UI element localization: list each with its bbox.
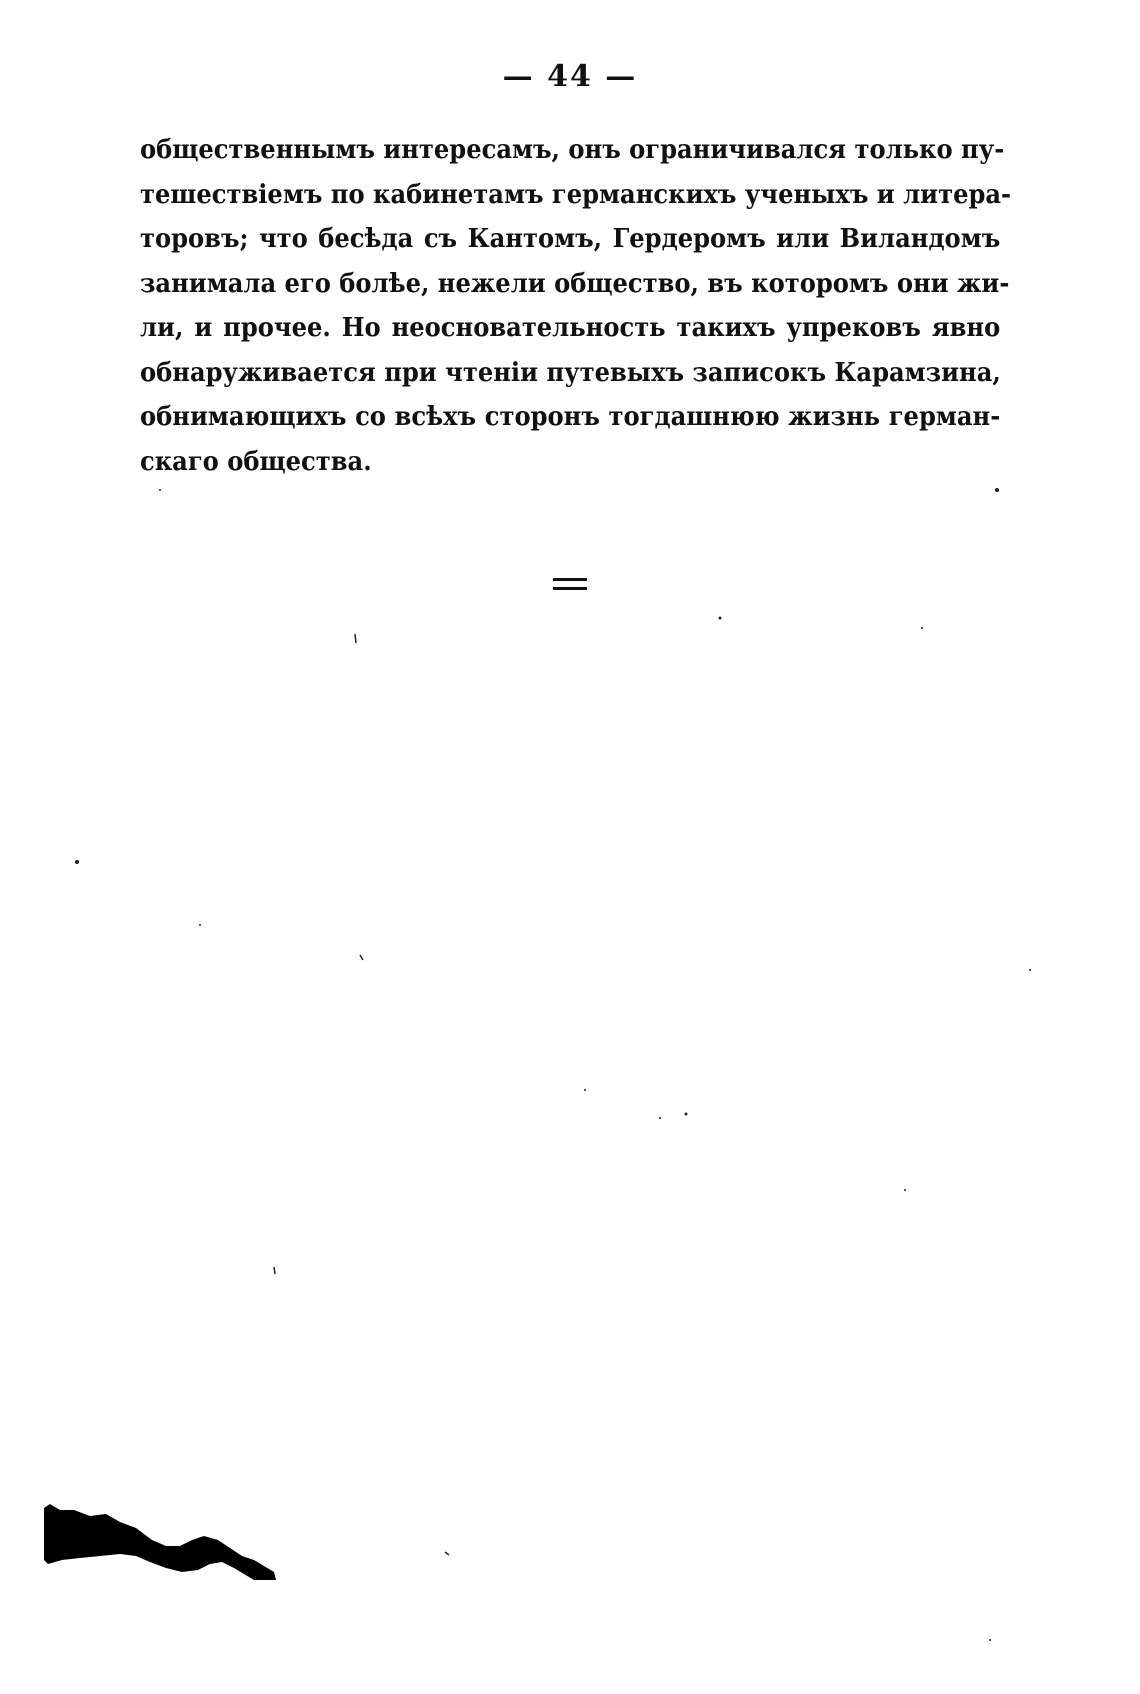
text-line: занимала его болѣе, нежели общество, въ которомъ они жи- bbox=[140, 268, 1010, 299]
text-line: тешествіемъ по кабинетамъ германскихъ ученыхъ и литера- bbox=[140, 179, 1012, 210]
scan-artifact bbox=[40, 1500, 280, 1580]
text-line: общественнымъ интересамъ, онъ ограничивался только пу- bbox=[140, 135, 1005, 165]
body-paragraph bbox=[140, 128, 1012, 484]
page-number: — 44 — bbox=[502, 59, 638, 94]
text-line: ли, и прочее. Но неосновательность такихъ упрековъ явно bbox=[140, 313, 1001, 343]
text-line: обнаруживается при чтеніи путевыхъ записокъ Карамзина, bbox=[140, 357, 1001, 388]
text-line: торовъ; что бесѣда съ Кантомъ, Гердеромъ или Виландомъ bbox=[140, 224, 1001, 254]
text-line: обнимающихъ со всѣхъ сторонъ тогдашнюю жизнь герман- bbox=[140, 402, 1001, 432]
text-line: скаго общества. bbox=[140, 446, 372, 477]
end-of-section-rule bbox=[553, 578, 587, 591]
